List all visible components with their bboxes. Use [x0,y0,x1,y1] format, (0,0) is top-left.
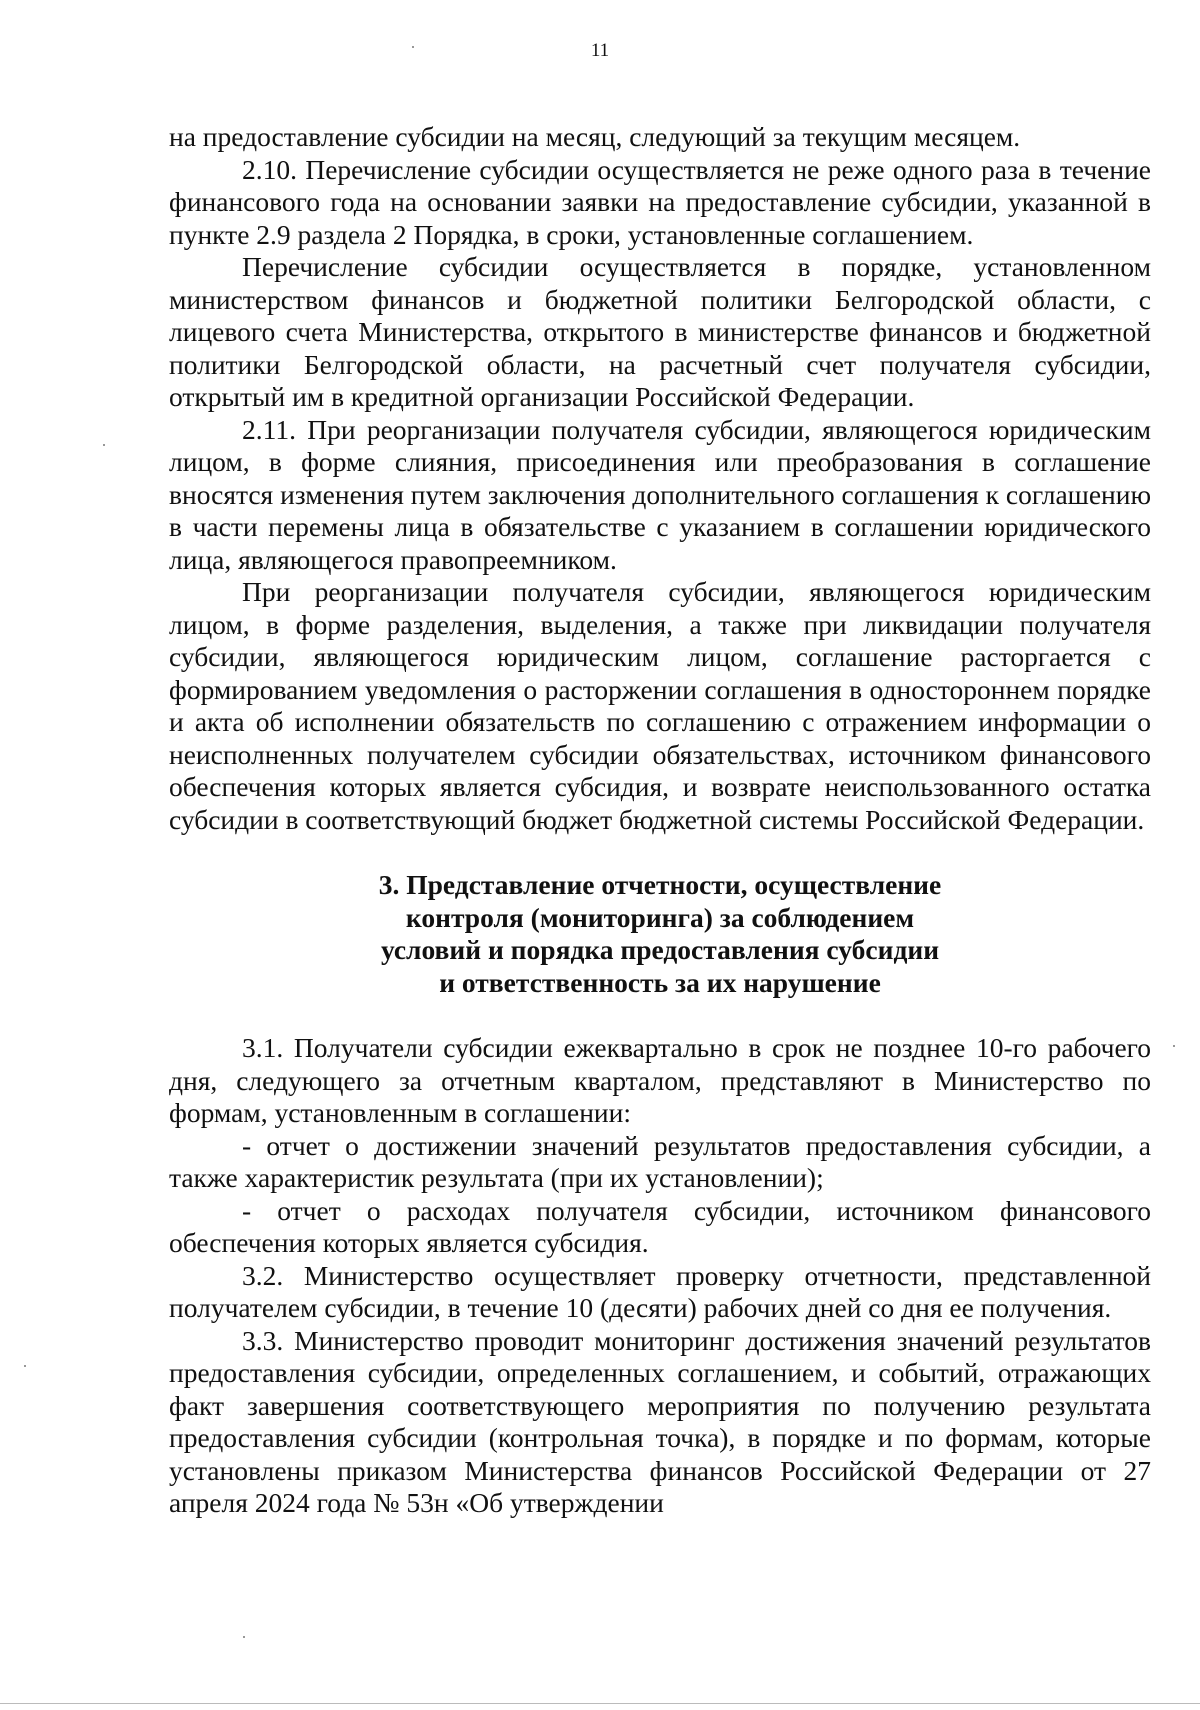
scan-edge [0,1703,1200,1704]
paragraph: При реорганизации получателя субсидии, являющегося юридическим лицом, в форме разделения, выделения, а также при ликвидации получателя субсидии, являющегося юридическим лицом, соглашение расторгается с формированием уведомления о расторжении соглашения в одностороннем порядке и акта об исполнении обязательств по соглашению с отражением информации о неисполненных получателем субсидии обязательствах, источником финансового обеспечения которых является субсидия, и возврате неиспользованного остатка субсидии в соответствующий бюджет бюджетной системы Российской Федерации. [169,576,1151,835]
section-heading-line: условий и порядка предоставления субсидии [380,934,940,965]
paragraph-2-10: 2.10. Перечисление субсидии осуществляется не реже одного раза в течение финансового года на основании заявки на предоставление субсидии, указанной в пункте 2.9 раздела 2 Порядка, в сроки, установленные соглашением. [169,153,1151,250]
scan-speck [1173,1045,1175,1047]
paragraph-3-3: 3.3. Министерство проводит мониторинг достижения значений результатов предоставления субсидии, определенных соглашением, и событий, отражающих факт завершения соответствующего мероприятия по получению результата предоставления субсидии (контрольная точка), в порядке и по формам, которые установлены приказом Министерства финансов Российской Федерации от 27 апреля 2024 года № 53н «Об утверждении [169,1324,1151,1518]
scan-speck [103,444,105,446]
section-heading-line: 3. Представление отчетности, осуществление [378,869,942,900]
section-heading-line: и ответственность за их нарушение [439,966,881,998]
scan-speck [243,1636,245,1638]
paragraph-2-11: 2.11. При реорганизации получателя субсидии, являющегося юридическим лицом, в форме слияния, присоединения или преобразования в соглашение вносятся изменения путем заключения дополнительного соглашения к соглашению в части перемены лица в обязательстве с указанием в соглашении юридического лица, являющегося правопреемником. [169,413,1152,575]
section-heading [169,869,1151,999]
list-item: - отчет о достижении значений результатов предоставления субсидии, а также характеристик результата (при их установлении); [169,1129,1151,1193]
paragraph: Перечисление субсидии осуществляется в порядке, установленном министерством финансов и бюджетной политики Белгородской области, с лицевого счета Министерства, открытого в министерстве финансов и бюджетной политики Белгородской области, на расчетный счет получателя субсидии, открытый им в кредитной организации Российской Федерации. [169,251,1151,412]
document-body [169,121,1151,1520]
list-item: - отчет о расходах получателя субсидии, источником финансового обеспечения которых является субсидия. [169,1194,1151,1258]
page-number: 11 [590,40,610,61]
scan-speck [24,1365,26,1367]
scan-speck [412,46,414,48]
paragraph-3-1: 3.1. Получатели субсидии ежеквартально в срок не позднее 10-го рабочего дня, следующего за отчетным кварталом, представляют в Министерство по формам, установленным в соглашении: [169,1032,1151,1128]
paragraph-3-2: 3.2. Министерство осуществляет проверку отчетности, представленной получателем субсидии, в течение 10 (десяти) рабочих дней со дня ее получения. [169,1259,1151,1323]
section-heading-line: контроля (мониторинга) за соблюдением [405,901,915,933]
paragraph: на предоставление субсидии на месяц, следующий за текущим месяцем. [169,121,1021,152]
